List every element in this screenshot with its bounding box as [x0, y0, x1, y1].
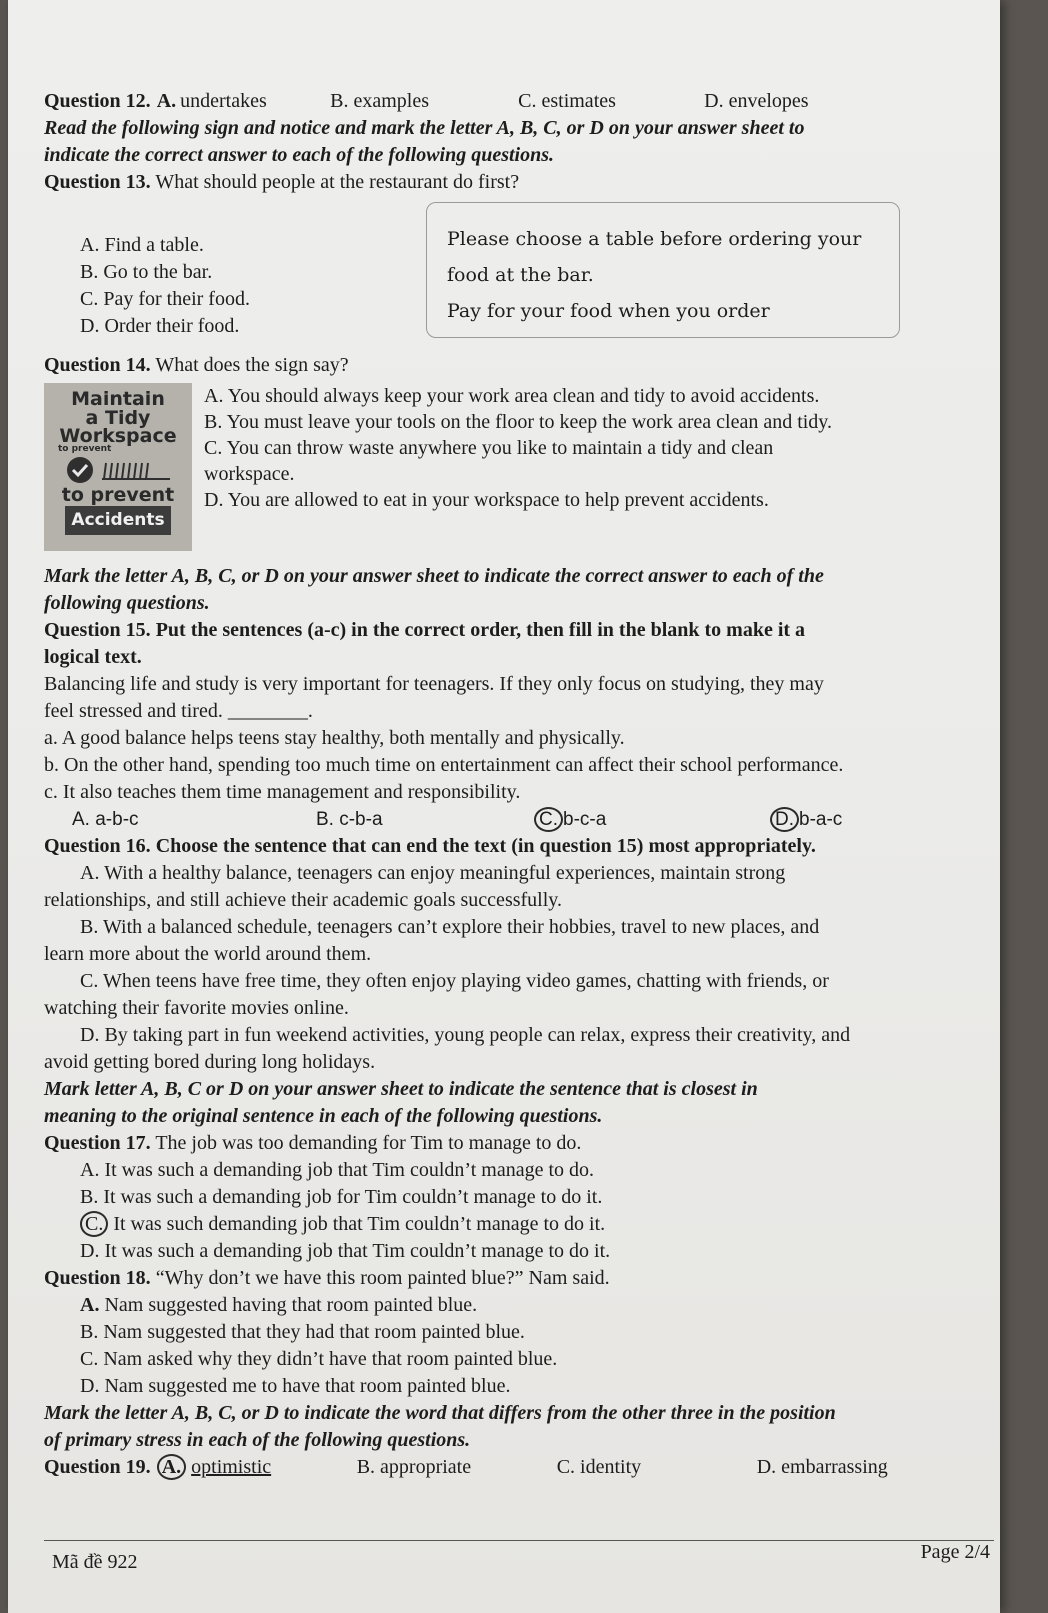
notice-line3: Pay for your food when you order — [447, 300, 770, 322]
option-d-text: b-a-c — [799, 809, 843, 830]
option-b: B. It was such a demanding job for Tim couldn’t manage to do it. — [80, 1186, 603, 1208]
option-a: A. With a healthy balance, teenagers can enjoy meaningful experiences, maintain strong — [80, 862, 786, 884]
question-14-options — [204, 383, 832, 551]
option-c — [44, 1211, 994, 1238]
option-b: B. Nam suggested that they had that room painted blue. — [80, 1321, 525, 1343]
option-a: A. You should always keep your work area clean and tidy to avoid accidents. — [204, 385, 820, 407]
option-d-letter: D. — [770, 807, 799, 832]
question-14 — [44, 352, 994, 379]
option-a: A. a-b-c — [72, 809, 139, 830]
option-c: C. identity — [556, 1456, 642, 1478]
question-13 — [44, 169, 994, 196]
question-text: Choose the sentence that can end the text (in question 15) most appropriately. — [155, 835, 816, 857]
option-d: D. By taking part in fun weekend activities, young people can relax, express their creativity, and — [80, 1024, 851, 1046]
question-text: “Why don’t we have this room painted blue?” Nam said. — [155, 1267, 610, 1289]
page-number: Page 2/4 — [920, 1541, 990, 1563]
option-b-continued: learn more about the world around them. — [44, 943, 372, 965]
question-18 — [44, 1265, 994, 1292]
option-a: A. It was such a demanding job that Tim couldn’t manage to do. — [80, 1159, 595, 1181]
option-d: D. Order their food. — [80, 315, 240, 337]
notice-line1: Please choose a table before ordering your — [447, 228, 862, 250]
option-d — [770, 806, 842, 833]
instruction-3-line1: Mark letter A, B, C or D on your answer sheet to indicate the sentence that is closest in — [44, 1078, 758, 1100]
question-text: What does the sign say? — [155, 354, 349, 376]
exam-page — [8, 0, 1000, 1613]
option-b: B. examples — [330, 90, 430, 112]
option-c: C. Pay for their food. — [80, 288, 250, 310]
instruction-3-line2: meaning to the original sentence in each of the following questions. — [44, 1105, 603, 1127]
question-label: Question 15. — [44, 619, 151, 641]
sentence-c: c. It also teaches them time management and responsibility. — [44, 781, 521, 803]
question-19 — [44, 1454, 994, 1481]
option-c-letter: C. — [534, 807, 563, 832]
check-icon — [62, 455, 174, 485]
question-15-options — [44, 806, 994, 833]
option-d-continued: avoid getting bored during long holidays. — [44, 1051, 376, 1073]
sign-graphic — [44, 454, 192, 486]
restaurant-notice — [426, 202, 900, 338]
question-15-para1: Balancing life and study is very important for teenagers. If they only focus on studying, they may — [44, 673, 824, 695]
option-c: C. Nam asked why they didn’t have that room painted blue. — [80, 1348, 558, 1370]
sign-line2: a Tidy — [85, 407, 151, 429]
question-label: Question 16. — [44, 835, 151, 857]
question-label: Question 19. — [44, 1456, 151, 1478]
option-c: C. You can throw waste anywhere you like to maintain a tidy and clean — [204, 437, 774, 459]
exam-content — [44, 88, 994, 1481]
option-c-text: b-c-a — [563, 809, 607, 830]
option-a — [157, 1454, 357, 1481]
sign-line6: Accidents — [65, 506, 170, 535]
instruction-4-line2: of primary stress in each of the following questions. — [44, 1429, 471, 1451]
option-b: B. Go to the bar. — [80, 261, 213, 283]
instruction-1-line1: Read the following sign and notice and mark the letter A, B, C, or D on your answer sheet to — [44, 117, 805, 139]
question-label: Question 18. — [44, 1267, 151, 1289]
sentence-a: a. A good balance helps teens stay healthy, both mentally and physically. — [44, 727, 625, 749]
question-15-para2: feel stressed and tired. ________. — [44, 700, 313, 722]
sign-line4: to prevent — [58, 444, 112, 454]
question-15 — [44, 617, 994, 644]
instruction-4-line1: Mark the letter A, B, C, or D to indicate the word that differs from the other three in the position — [44, 1402, 836, 1424]
question-label: Question 14. — [44, 354, 151, 376]
question-16 — [44, 833, 994, 860]
sign-line1: Maintain — [71, 388, 165, 410]
option-b: B. With a balanced schedule, teenagers can’t explore their hobbies, travel to new places, and — [80, 916, 820, 938]
option-a — [44, 1292, 994, 1319]
question-label: Question 13. — [44, 171, 151, 193]
option-c — [534, 806, 770, 833]
question-12 — [44, 88, 994, 115]
option-b: B. You must leave your tools on the floor to keep the work area clean and tidy. — [204, 411, 833, 433]
question-17 — [44, 1130, 994, 1157]
workspace-sign — [44, 383, 192, 551]
option-a: undertakes — [180, 90, 267, 112]
option-a-continued: relationships, and still achieve their academic goals successfully. — [44, 889, 562, 911]
option-c-text: It was such demanding job that Tim couldn’t manage to do it. — [113, 1213, 606, 1235]
question-13-options — [44, 202, 426, 340]
option-c-letter: C. — [80, 1211, 108, 1237]
option-d: D. envelopes — [704, 90, 809, 112]
option-b: B. c-b-a — [316, 809, 383, 830]
sign-line3: Workspace — [59, 425, 177, 447]
option-d: D. It was such a demanding job that Tim couldn’t manage to do it. — [80, 1240, 611, 1262]
question-text: The job was too demanding for Tim to manage to do. — [155, 1132, 582, 1154]
exam-code: Mã đề 922 — [52, 1551, 138, 1573]
instruction-2-line2: following questions. — [44, 592, 210, 614]
question-text: What should people at the restaurant do first? — [155, 171, 520, 193]
question-text: Put the sentences (a-c) in the correct order, then fill in the blank to make it a — [155, 619, 806, 641]
option-a: A. Find a table. — [80, 234, 204, 256]
sentence-b: b. On the other hand, spending too much time on entertainment can affect their school performance. — [44, 754, 844, 776]
question-13-body — [44, 202, 994, 340]
option-a-letter: A. — [156, 90, 177, 112]
option-c: C. When teens have free time, they often enjoy playing video games, chatting with friends, or — [80, 970, 829, 992]
option-b: B. appropriate — [356, 1456, 472, 1478]
option-d: D. Nam suggested me to have that room painted blue. — [80, 1375, 511, 1397]
instruction-2-line1: Mark the letter A, B, C, or D on your answer sheet to indicate the correct answer to each of the — [44, 565, 824, 587]
option-a-letter: A. — [157, 1454, 186, 1480]
option-c: C. estimates — [518, 90, 616, 112]
question-14-body — [44, 383, 994, 551]
question-label: Question 17. — [44, 1132, 151, 1154]
page-footer — [44, 1540, 994, 1573]
question-label: Question 12. — [44, 90, 151, 112]
option-d: D. embarrassing — [756, 1456, 888, 1478]
sign-line5: to prevent — [61, 484, 175, 506]
option-a-text: Nam suggested having that room painted blue. — [104, 1294, 478, 1316]
option-a-letter: A. — [80, 1294, 100, 1316]
option-a-text: optimistic — [191, 1456, 272, 1478]
instruction-1-line2: indicate the correct answer to each of the following questions. — [44, 144, 555, 166]
option-d: D. You are allowed to eat in your workspace to help prevent accidents. — [204, 489, 769, 511]
notice-line2: food at the bar. — [447, 264, 594, 286]
option-c-continued: watching their favorite movies online. — [44, 997, 349, 1019]
option-c-continued: workspace. — [204, 463, 295, 485]
question-15-line2: logical text. — [44, 646, 142, 668]
